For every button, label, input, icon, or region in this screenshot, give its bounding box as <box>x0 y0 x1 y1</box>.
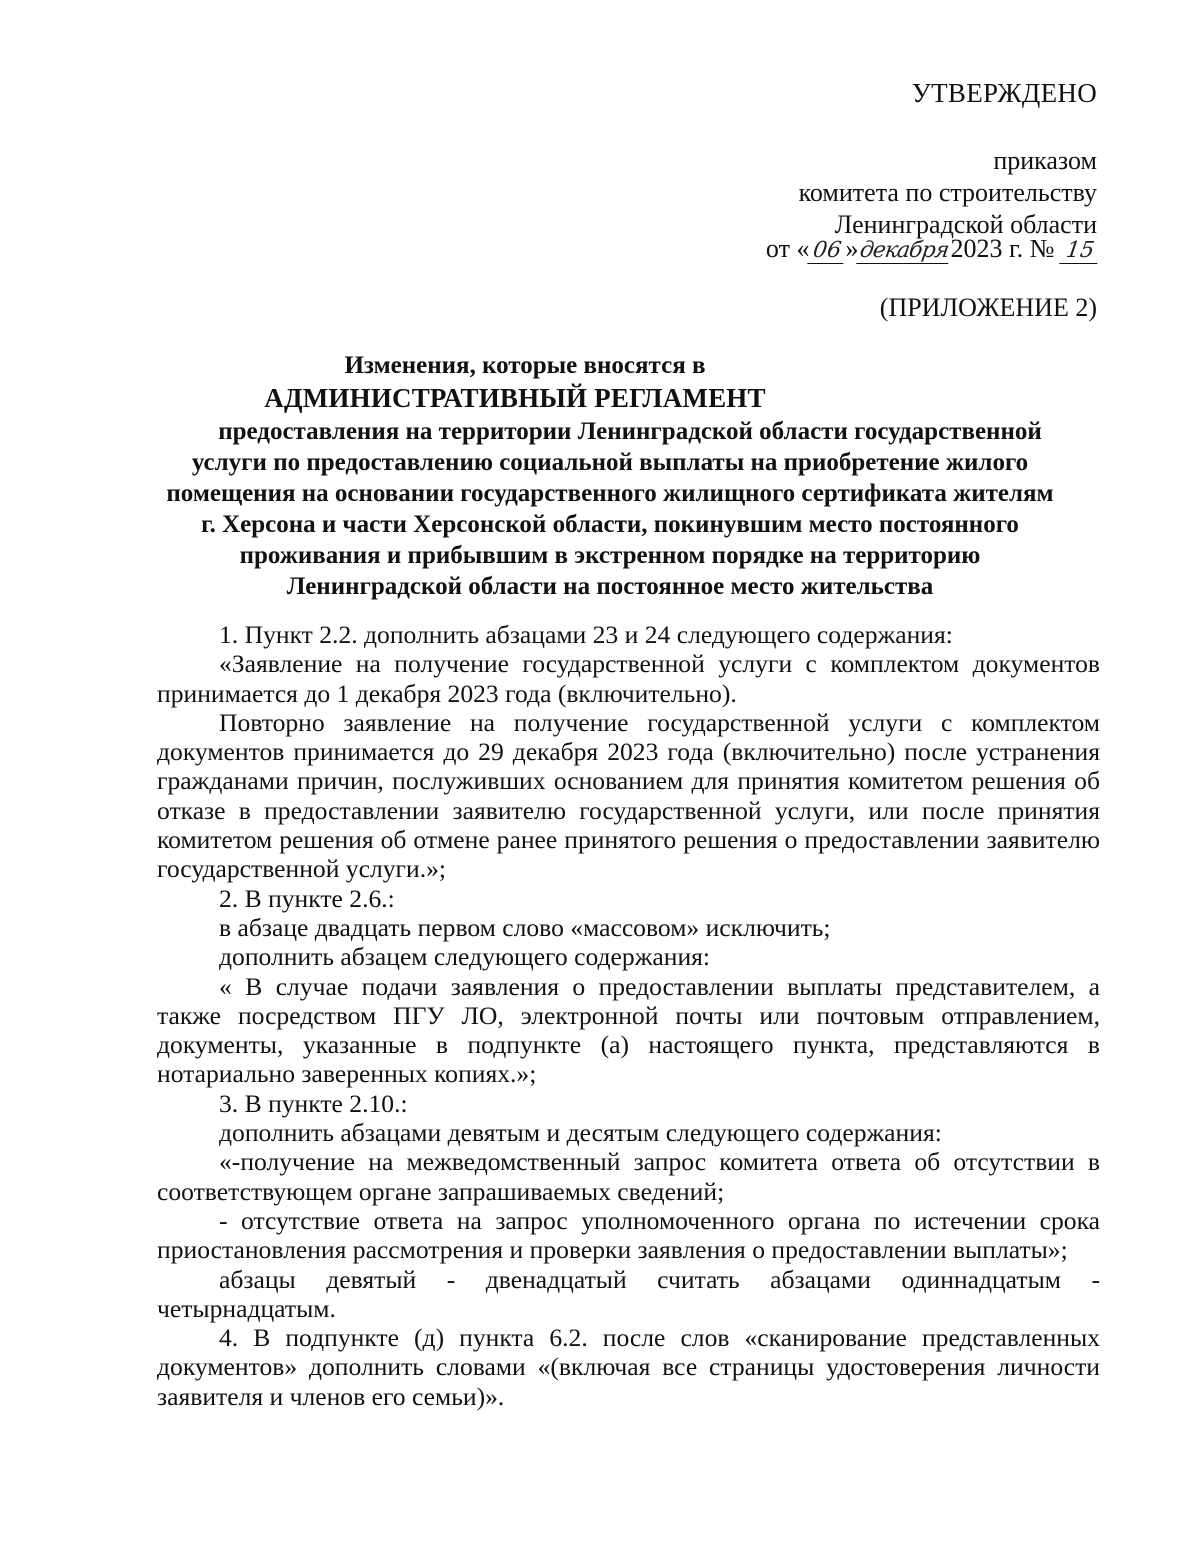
approval-line: приказом <box>993 146 1097 175</box>
title-description-line: Ленинградской области на постоянное место жительства <box>286 573 934 600</box>
paragraph: дополнить абзацем следующего содержания: <box>219 942 711 972</box>
paragraph-item-1: 1. Пункт 2.2. дополнить абзацами 23 и 24 следующего содержания: <box>219 620 953 649</box>
paragraph-item-2: 2. В пункте 2.6.: <box>219 883 395 913</box>
title-description <box>140 416 1080 602</box>
paragraph: Повторно заявление на получение государственной услуги с комплектом документов принимается до 29 декабря 2023 года (включительно) после устранения гражданами причин, послуживших основанием для принятия комитетом решения об отказе в предоставлении заявителю государственной услуги, или после принятия комитетом решения об отмене ранее принятого решения о предоставлении заявителю государственной услуги.»; <box>157 707 1100 884</box>
title-line-intro: Изменения, которые вносятся в <box>344 352 706 379</box>
paragraph: - отсутствие ответа на запрос уполномоченного органа по истечении срока приостановления рассмотрения и проверки заявления о предоставлении выплаты»; <box>157 1205 1100 1265</box>
paragraph-item-4: 4. В подпункте (д) пункта 6.2. после слов «сканирование представленных документов» дополнить словами «(включая все страницы удостоверения личности заявителя и членов его семьи)». <box>157 1323 1100 1411</box>
paragraph: в абзаце двадцать первом слово «массовом» исключить; <box>219 912 831 942</box>
approved-stamp-text: УТВЕРЖДЕНО <box>911 78 1097 108</box>
paragraph: « В случае подачи заявления о предоставлении выплаты представителем, а также посредством ПГУ ЛО, электронной почты или почтовым отправлением, документы, указанные в подпункте (а) настоящего пункта, представляются в нотариально заверенных копиях.»; <box>157 971 1100 1089</box>
order-mid: » <box>845 234 859 263</box>
title-description-line: услуги по предоставлению социальной выплаты на приобретение жилого <box>191 449 1029 476</box>
handwritten-day: 06 <box>808 239 848 264</box>
order-date-line <box>766 233 1099 265</box>
paragraph: «-получение на межведомственный запрос комитета ответа об отсутствии в соответствующем органе запрашиваемых сведений; <box>157 1147 1100 1206</box>
paragraph: абзацы девятый - двенадцатый считать абзацами одиннадцатым - четырнадцатым. <box>157 1264 1100 1323</box>
title-line-regulation: АДМИНИСТРАТИВНЫЙ РЕГЛАМЕНТ <box>264 383 766 413</box>
paragraph: «Заявление на получение государственной услуги с комплектом документов принимается до 1 декабря 2023 года (включительно). <box>157 649 1100 708</box>
approval-line: Ленинградской области <box>834 210 1097 239</box>
title-description-line: предоставления на территории Ленинградской области государственной <box>218 418 1042 445</box>
document-title <box>140 350 1080 602</box>
handwritten-month: декабря <box>858 238 951 263</box>
approval-line: комитета по строительству <box>798 178 1097 207</box>
appendix-label: (ПРИЛОЖЕНИЕ 2) <box>879 293 1097 322</box>
title-description-line: проживания и прибывшим в экстренном порядке на территорию <box>239 542 981 569</box>
title-description-line: помещения на основании государственного жилищного сертификата жителям <box>166 480 1054 507</box>
title-description-line: г. Херсона и части Херсонской области, покинувшим место постоянного <box>201 511 1019 538</box>
document-body <box>157 620 1100 1411</box>
order-year: 2023 г. № <box>950 234 1055 263</box>
approval-block <box>799 145 1097 241</box>
order-prefix: от « <box>765 234 810 263</box>
handwritten-order-number: 15 <box>1059 239 1101 264</box>
paragraph-item-3: 3. В пункте 2.10.: <box>219 1088 408 1118</box>
paragraph: дополнить абзацами девятым и десятым следующего содержания: <box>219 1118 942 1148</box>
